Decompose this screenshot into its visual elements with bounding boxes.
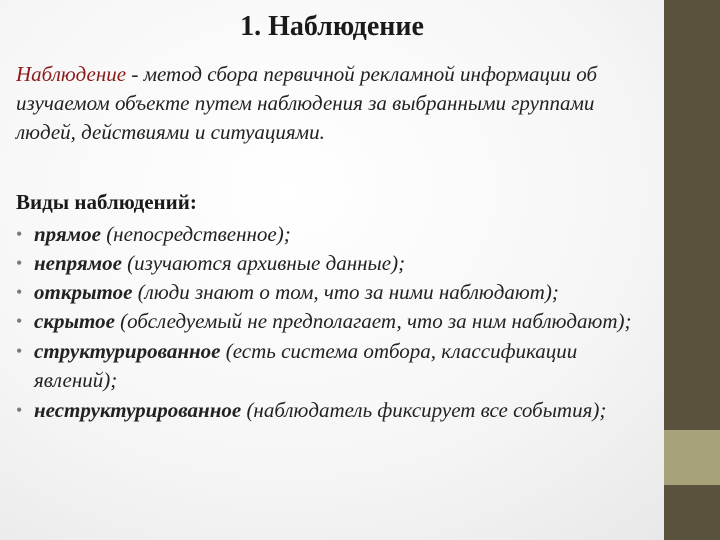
slide-title: 1. Наблюдение xyxy=(240,11,424,42)
list-item xyxy=(16,249,656,278)
types-heading: Виды наблюдений: xyxy=(16,190,197,214)
type-term: непрямое xyxy=(34,251,122,275)
type-term: открытое xyxy=(34,280,133,304)
list-item xyxy=(16,278,656,307)
list-item xyxy=(16,396,656,425)
bullet-icon: • xyxy=(16,224,23,244)
definition-term: Наблюдение xyxy=(16,62,127,86)
type-term: скрытое xyxy=(34,309,115,333)
definition-text: - метод сбора первичной рекламной информации об изучаемом объекте путем наблюдения за выбранными группами людей, действиями и ситуациями. xyxy=(16,62,597,144)
type-term: структурированное xyxy=(34,339,221,363)
bullet-icon: • xyxy=(16,341,23,361)
type-desc: (люди знают о том, что за ними наблюдают); xyxy=(132,280,559,304)
bullet-icon: • xyxy=(16,282,23,302)
definition-paragraph xyxy=(16,60,656,147)
bullet-icon: • xyxy=(16,311,23,331)
type-desc: (есть система отбора, классификации явлений); xyxy=(34,339,578,392)
bullet-icon: • xyxy=(16,253,23,273)
type-desc: (обследуемый не предполагает, что за ним наблюдают); xyxy=(114,309,632,333)
list-item xyxy=(16,307,656,336)
type-desc: (изучаются архивные данные); xyxy=(121,251,406,275)
type-term: неструктурированное xyxy=(34,398,242,422)
type-term: прямое xyxy=(34,222,101,246)
types-list xyxy=(16,220,656,425)
list-item xyxy=(16,220,656,249)
bullet-icon: • xyxy=(16,400,23,420)
list-item xyxy=(16,337,656,395)
type-desc: (наблюдатель фиксирует все события); xyxy=(241,398,607,422)
type-desc: (непосредственное); xyxy=(100,222,291,246)
sidebar-accent-block xyxy=(664,430,720,485)
